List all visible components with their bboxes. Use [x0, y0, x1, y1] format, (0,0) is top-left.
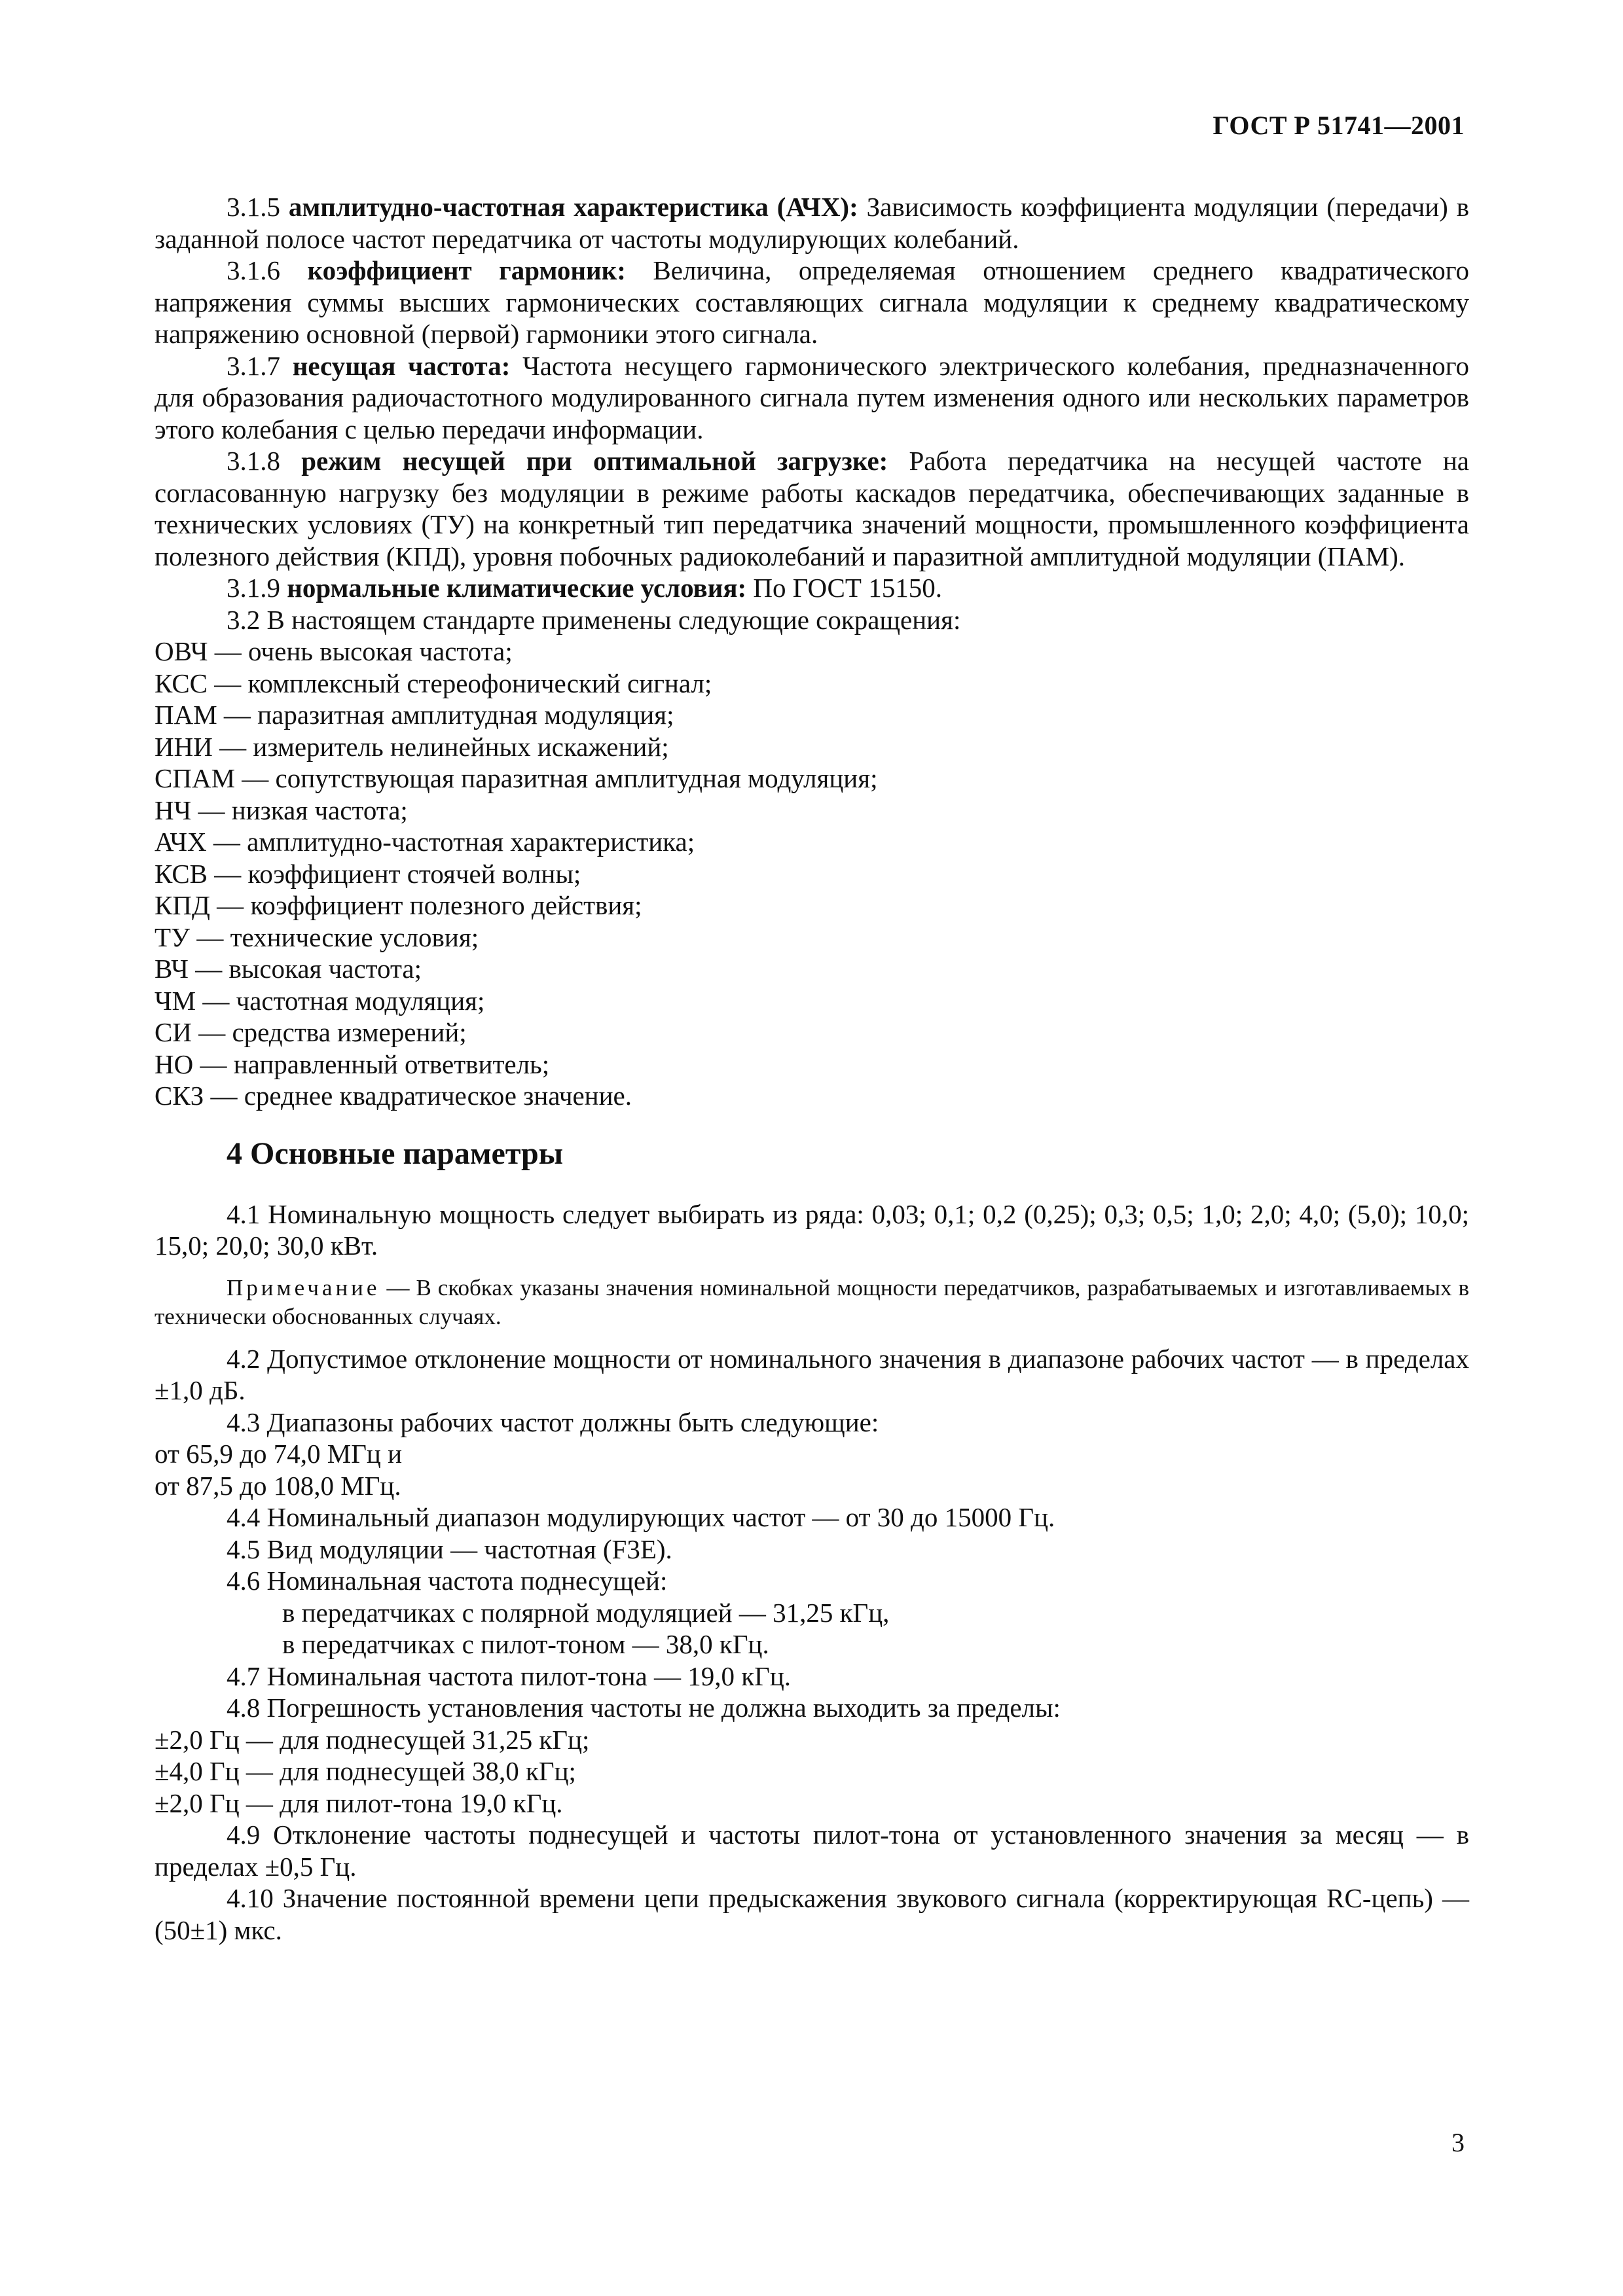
abbreviation-item: СПАМ — сопутствующая паразитная амплитудная модуляция;	[155, 763, 878, 793]
abbreviation-item: ПАМ — паразитная амплитудная модуляция;	[155, 700, 674, 730]
paragraph-4-10: 4.10 Значение постоянной времени цепи предыскажения звукового сигнала (корректирующая RC-цепь) — (50±1) мкс.	[155, 1883, 1469, 1945]
paragraph-4-7: 4.7 Номинальная частота пилот-тона — 19,0 кГц.	[227, 1660, 792, 1691]
page-number: 3	[1451, 2128, 1465, 2157]
definition-term: амплитудно-частотная характеристика (АЧХ):	[288, 192, 858, 222]
subcarrier-item: в передатчиках с пилот-тоном — 38,0 кГц.	[282, 1629, 769, 1659]
abbreviation-item: ОВЧ — очень высокая частота;	[155, 636, 513, 666]
abbreviation-item: АЧХ — амплитудно-частотная характеристика;	[155, 827, 695, 857]
definition-text: Зависимость коэффициента модуляции (передачи) в заданной полосе частот передатчика от частоты модулирующих колебаний.	[155, 192, 1470, 254]
paragraph-4-4: 4.4 Номинальный диапазон модулирующих частот — от 30 до 15000 Гц.	[227, 1502, 1055, 1532]
spacer	[155, 1174, 1469, 1198]
abbreviation-item: КПД — коэффициент полезного действия;	[155, 890, 642, 920]
abbreviation-item: КСВ — коэффициент стоячей волны;	[155, 858, 581, 889]
definition-number: 3.1.7	[227, 350, 280, 381]
document-code: ГОСТ Р 51741—2001	[1213, 111, 1465, 140]
definition-term: коэффициент гармоник:	[307, 255, 626, 285]
definition-number: 3.1.9	[227, 573, 280, 603]
range-item: от 87,5 до 108,0 МГц.	[155, 1470, 401, 1501]
definition-term: режим несущей при оптимальной загрузке:	[301, 446, 888, 476]
note-label: Примечание	[227, 1274, 380, 1300]
range-item: от 65,9 до 74,0 МГц и	[155, 1439, 403, 1469]
definition-number: 3.1.6	[227, 255, 280, 285]
definition-term: нормальные климатические условия:	[287, 573, 747, 603]
abbreviation-item: НЧ — низкая частота;	[155, 795, 408, 825]
spacer	[155, 1112, 1469, 1134]
definition-text: По ГОСТ 15150.	[753, 573, 942, 603]
paragraph-4-9: 4.9 Отклонение частоты поднесущей и частоты пилот-тона от установленного значения за месяц — в пределах ±0,5 Гц.	[155, 1820, 1469, 1882]
abbreviation-item: ТУ — технические условия;	[155, 922, 479, 952]
paragraph-4-5: 4.5 Вид модуляции — частотная (F3E).	[227, 1534, 672, 1564]
definition-3-1-8	[155, 445, 1469, 572]
abbreviations-list	[155, 636, 1469, 1112]
abbreviation-item: СИ — средства измерений;	[155, 1017, 467, 1047]
definition-text: Величина, определяемая отношением среднего квадратического напряжения суммы высших гармонических составляющих сигнала модуляции к среднему квадратическому напряжению основной (первой) гармоники этого сигнала.	[155, 255, 1470, 349]
definition-3-1-5	[155, 191, 1469, 255]
abbreviation-item: КСС — комплексный стереофонический сигнал;	[155, 668, 712, 698]
subcarrier-item: в передатчиках с полярной модуляцией — 31,25 кГц,	[282, 1597, 890, 1628]
section-title: 4 Основные параметры	[227, 1136, 564, 1171]
definition-number: 3.1.5	[227, 192, 280, 222]
paragraph-4-3: 4.3 Диапазоны рабочих частот должны быть следующие:	[227, 1407, 879, 1437]
abbreviations-intro: 3.2 В настоящем стандарте применены следующие сокращения:	[227, 604, 961, 635]
abbreviation-item: СКЗ — среднее квадратическое значение.	[155, 1081, 632, 1111]
abbreviation-item: ИНИ — измеритель нелинейных искажений;	[155, 731, 669, 762]
definition-3-1-7	[155, 350, 1469, 446]
definition-number: 3.1.8	[227, 446, 280, 476]
tolerance-item: ±2,0 Гц — для поднесущей 31,25 кГц;	[155, 1724, 590, 1755]
definition-3-1-9	[155, 572, 1469, 604]
paragraph-4-8: 4.8 Погрешность установления частоты не должна выходить за пределы:	[227, 1693, 1061, 1723]
abbreviation-item: ВЧ — высокая частота;	[155, 954, 422, 984]
definition-term: несущая частота:	[292, 350, 511, 381]
definition-3-1-6	[155, 255, 1469, 350]
paragraph-4-6: 4.6 Номинальная частота поднесущей:	[227, 1566, 668, 1596]
note	[155, 1274, 1469, 1331]
definition-text: Работа передатчика на несущей частоте на согласованную нагрузку без модуляции в режиме работы каскадов передатчика, обеспечивающих заданные в технических условиях (ТУ) на конкретный тип передатчика значений мощности, промышленного коэффициента полезного действия (КПД), уровня побочных радиоколебаний и паразитной амплитудной модуляции (ПАМ).	[155, 446, 1470, 571]
definition-text: Частота несущего гармонического электрического колебания, предназначенного для образования радиочастотного модулированного сигнала путем изменения одного или нескольких параметров этого колебания с целью передачи информации.	[155, 350, 1470, 444]
paragraph-4-1: 4.1 Номинальную мощность следует выбирать из ряда: 0,03; 0,1; 0,2 (0,25); 0,3; 0,5; 1,0; 2,0; 4,0; (5,0); 10,0; 15,0; 20,0; 30,0 кВт.	[155, 1198, 1469, 1261]
tolerance-item: ±4,0 Гц — для поднесущей 38,0 кГц;	[155, 1756, 576, 1786]
abbreviation-item: НО — направленный ответвитель;	[155, 1049, 550, 1079]
paragraph-4-2: 4.2 Допустимое отклонение мощности от номинального значения в диапазоне рабочих частот — в пределах ±1,0 дБ.	[155, 1343, 1469, 1405]
note-text: — В скобках указаны значения номинальной мощности передатчиков, разрабатываемых и изготавливаемых в технически обоснованных случаях.	[155, 1274, 1469, 1329]
abbreviation-item: ЧМ — частотная модуляция;	[155, 985, 485, 1016]
document-body	[155, 191, 1469, 1946]
tolerance-item: ±2,0 Гц — для пилот-тона 19,0 кГц.	[155, 1787, 563, 1818]
